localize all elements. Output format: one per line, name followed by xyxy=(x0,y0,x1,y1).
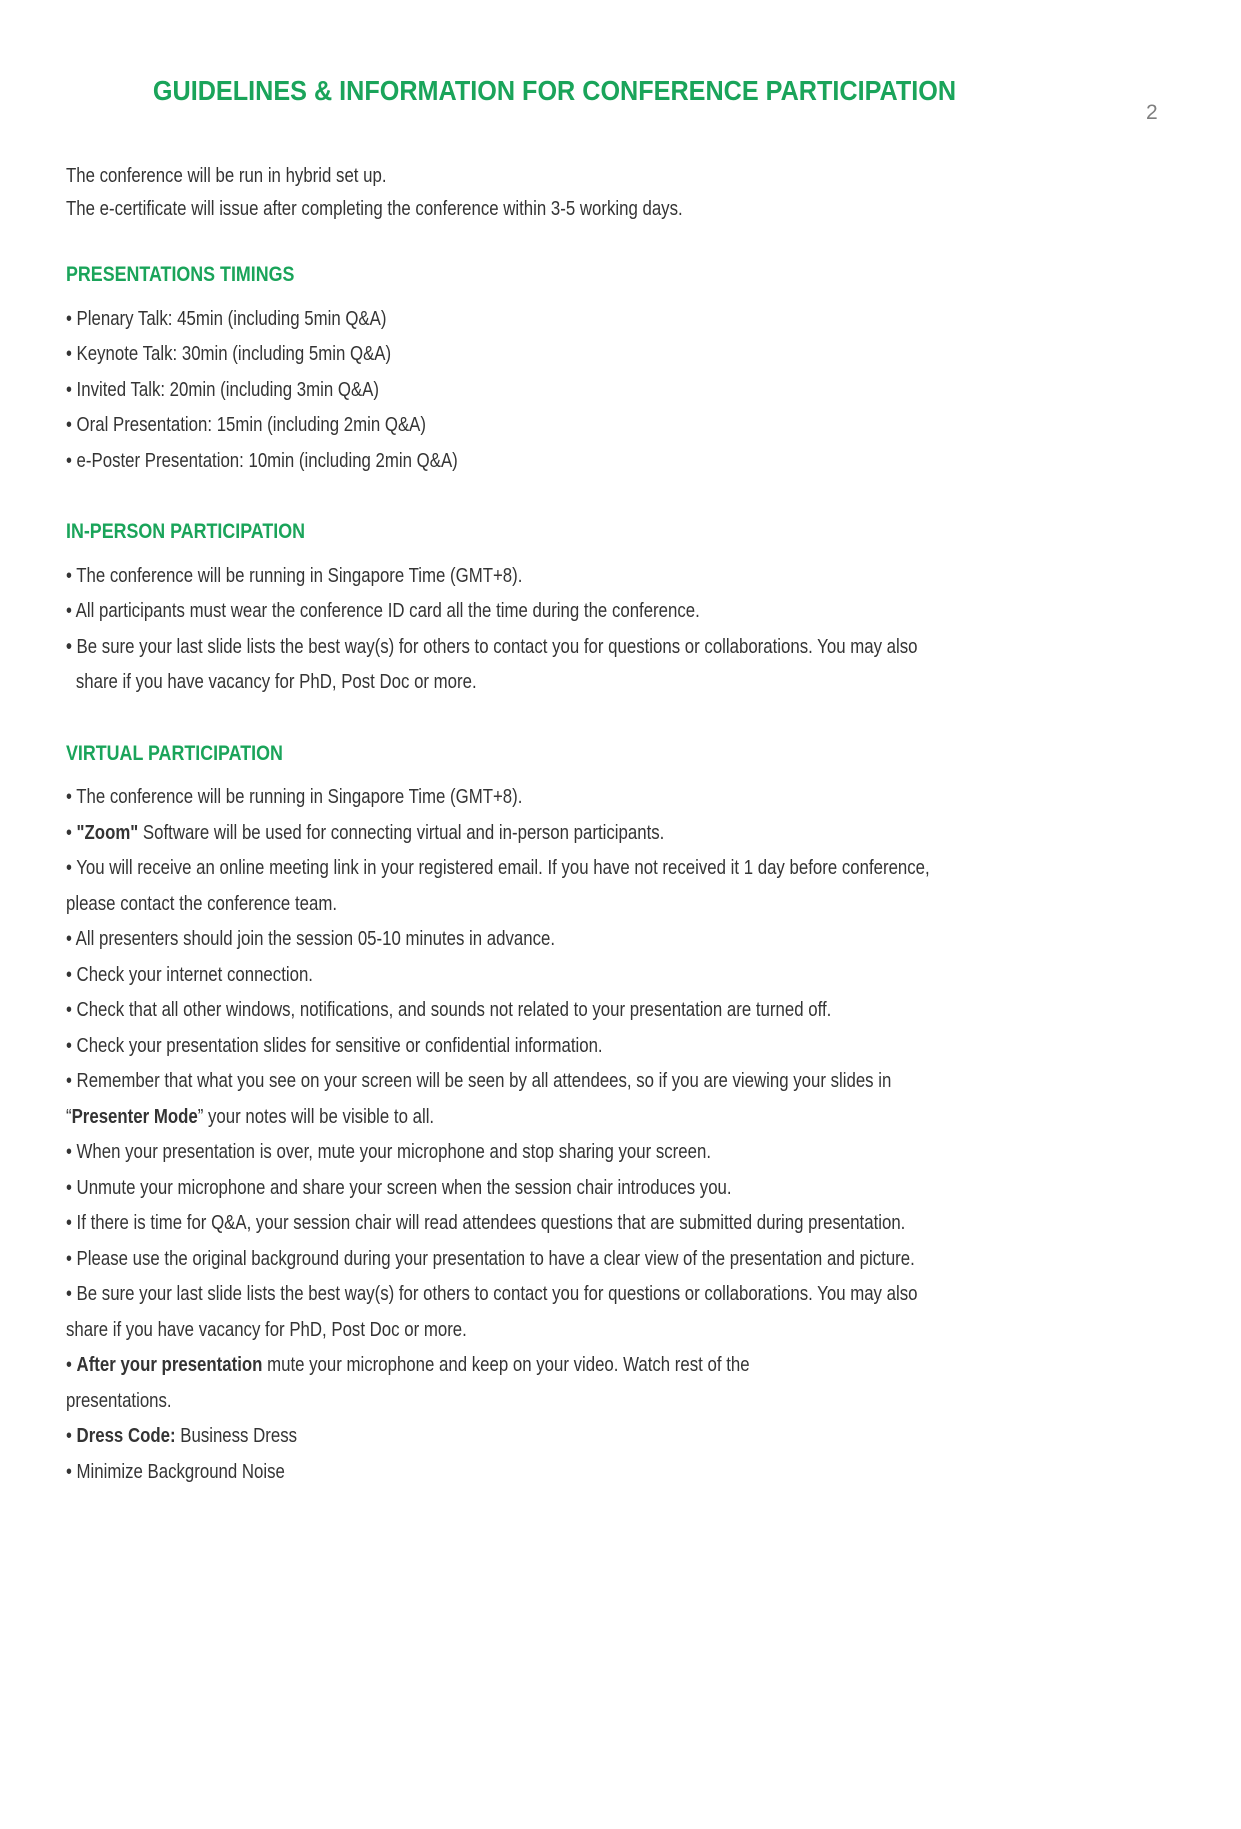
text-segment: • Plenary Talk: 45min (including 5min Q&A) xyxy=(66,306,387,330)
text-segment: • Be sure your last slide lists the best way(s) for others to contact you for questions or collaborations. You may also xyxy=(66,1282,918,1305)
text-segment: • Invited Talk: 20min (including 3min Q&A) xyxy=(66,377,379,401)
bullet-line xyxy=(66,372,1030,408)
page-title: GUIDELINES & INFORMATION FOR CONFERENCE PARTICIPATION xyxy=(152,75,957,106)
text-segment: • The conference will be running in Singapore Time (GMT+8). xyxy=(66,785,523,808)
text-segment: presentations. xyxy=(66,1388,172,1412)
text-segment: • xyxy=(66,1424,77,1447)
bullet-line xyxy=(66,1134,1030,1170)
section-heading: IN-PERSON PARTICIPATION xyxy=(66,520,306,543)
bullet-continuation-line xyxy=(66,1312,1030,1348)
bullet-line xyxy=(66,957,1030,993)
text-segment: • Unmute your microphone and share your screen when the session chair introduces you. xyxy=(66,1175,732,1199)
bullet-continuation-line xyxy=(66,1383,1030,1419)
text-segment: • xyxy=(66,820,77,844)
bullet-line xyxy=(66,1454,1030,1490)
text-segment: Be sure your last slide lists the best way(s) for others to contact you for questions or collaborations. You may also xyxy=(76,634,918,658)
bullet-line xyxy=(66,992,1030,1028)
intro-paragraph xyxy=(66,159,1241,225)
bullet-line xyxy=(66,629,1030,665)
section-virtual-participation xyxy=(66,736,1241,1490)
text-segment: • xyxy=(66,634,77,658)
bullet-line xyxy=(66,407,1030,443)
document-page xyxy=(0,74,1241,1489)
bullet-continuation-line xyxy=(66,886,1030,922)
bullet-line xyxy=(66,1347,1030,1383)
bullet-line xyxy=(66,1418,1030,1454)
text-segment: • You will receive an online meeting link in your registered email. If you have not received it 1 day before conference, xyxy=(66,856,930,879)
section-in-person-participation xyxy=(66,514,1241,700)
text-segment: Business Dress xyxy=(175,1424,298,1447)
bullet-line xyxy=(66,779,1030,815)
bullet-continuation-line xyxy=(66,664,1030,700)
text-segment: • Check your internet connection. xyxy=(66,962,313,986)
text-segment: mute your microphone and keep on your video. Watch rest of the xyxy=(262,1353,750,1376)
text-segment: • Oral Presentation: 15min (including 2min Q&A) xyxy=(66,413,426,436)
bullet-line xyxy=(66,921,1030,957)
bullet-line xyxy=(66,1276,1030,1312)
text-segment: “ xyxy=(66,1104,72,1128)
bullet-line xyxy=(66,558,1030,594)
text-segment: please contact the conference team. xyxy=(66,891,337,915)
text-segment: • Minimize Background Noise xyxy=(66,1459,285,1483)
bullet-line xyxy=(66,1063,1030,1099)
bullet-continuation-line xyxy=(66,1099,1030,1135)
text-segment: share if you have vacancy for PhD, Post Doc or more. xyxy=(66,1317,467,1341)
bullet-line xyxy=(66,1241,1030,1277)
document-body xyxy=(66,159,1241,1489)
text-segment: share if you have vacancy for PhD, Post Doc or more. xyxy=(75,670,477,693)
text-segment: "Zoom" xyxy=(76,820,139,844)
bullet-line xyxy=(66,443,1030,479)
bullet-line xyxy=(66,593,1030,629)
text-segment: • If there is time for Q&A, your session chair will read attendees questions that are submitted during presentation. xyxy=(66,1211,906,1234)
text-segment: • Please use the original background during your presentation to have a clear view of the presentation and picture. xyxy=(66,1246,915,1270)
intro-line: The e-certificate will issue after completing the conference within 3-5 working days. xyxy=(66,197,683,220)
section-heading: VIRTUAL PARTICIPATION xyxy=(66,741,283,765)
text-segment: • Keynote Talk: 30min (including 5min Q&A) xyxy=(66,342,392,365)
page-number: 2 xyxy=(1146,101,1158,124)
text-segment: After your presentation xyxy=(76,1353,263,1376)
bullet-line xyxy=(66,1205,1030,1241)
text-segment: Software will be used for connecting virtual and in-person participants. xyxy=(138,820,665,844)
text-segment: Presenter Mode xyxy=(71,1104,198,1128)
text-segment: ” your notes will be visible to all. xyxy=(197,1104,435,1128)
text-segment: • The conference will be running in Singapore Time (GMT+8). xyxy=(66,563,523,587)
bullet-line xyxy=(66,336,1030,372)
bullet-line xyxy=(66,301,1030,337)
text-segment: • xyxy=(66,1353,77,1376)
text-segment: • Remember that what you see on your screen will be seen by all attendees, so if you are viewing your slides in xyxy=(66,1069,892,1092)
bullet-line xyxy=(66,815,1030,851)
text-segment: • All presenters should join the session 05-10 minutes in advance. xyxy=(66,927,556,950)
text-segment: • Check your presentation slides for sensitive or confidential information. xyxy=(66,1033,603,1057)
section-presentations-timings xyxy=(66,257,1241,478)
text-segment: • e-Poster Presentation: 10min (including 2min Q&A) xyxy=(66,448,458,472)
bullet-line xyxy=(66,1170,1030,1206)
bullet-line xyxy=(66,850,1030,886)
text-segment: • All participants must wear the conference ID card all the time during the conference. xyxy=(66,599,700,622)
text-segment: • Check that all other windows, notifications, and sounds not related to your presentation are turned off. xyxy=(66,998,832,1021)
text-segment: Dress Code: xyxy=(76,1424,176,1447)
intro-line: The conference will be run in hybrid set up. xyxy=(66,164,387,187)
sections-container xyxy=(66,257,1241,1489)
bullet-line xyxy=(66,1028,1030,1064)
section-heading: PRESENTATIONS TIMINGS xyxy=(66,263,295,286)
text-segment: • When your presentation is over, mute your microphone and stop sharing your screen. xyxy=(66,1140,712,1163)
